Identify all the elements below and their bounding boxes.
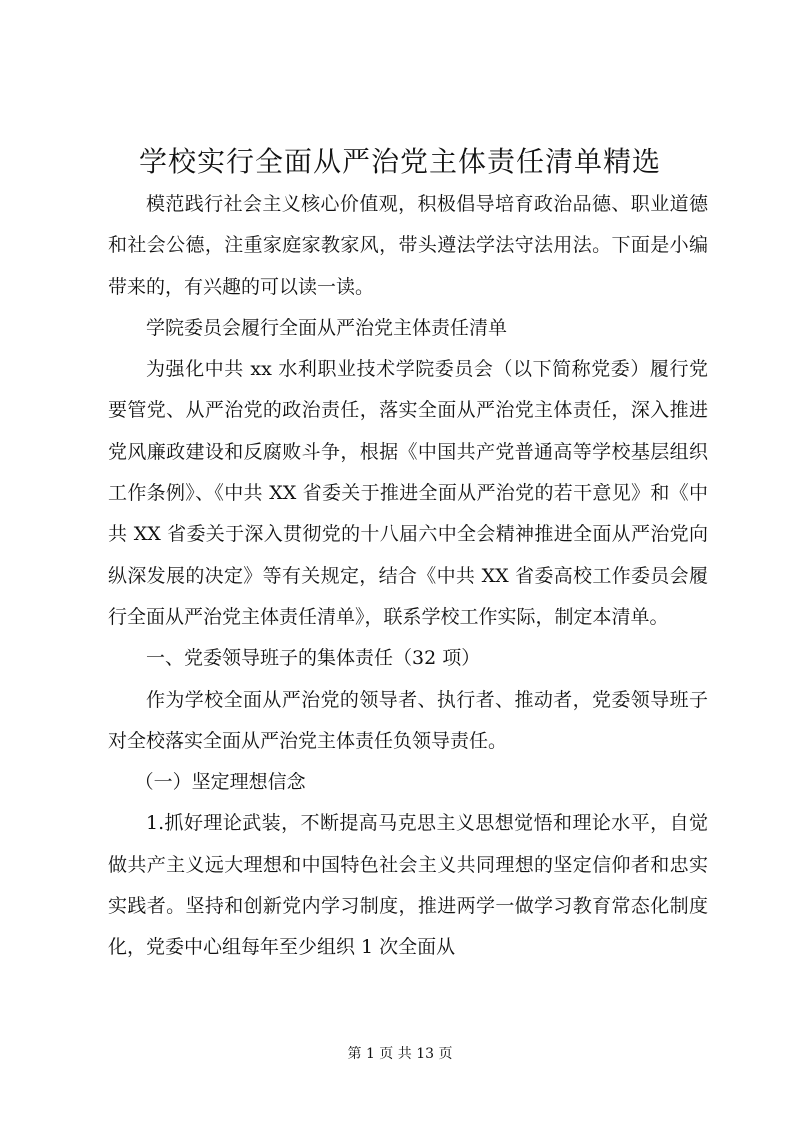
page-indicator: 第 1 页 共 13 页 (347, 1046, 453, 1062)
document-body (108, 184, 708, 969)
body-paragraph: 作为学校全面从严治党的领导者、执行者、推动者，党委领导班子对全校落实全面从严治党主体责任负领导责任。 (108, 688, 708, 752)
document-title: 学校实行全面从严治党主体责任清单精选 (138, 145, 661, 178)
subsection-heading: 一、党委领导班子的集体责任（32 项） (146, 647, 481, 670)
body-paragraph: 1.抓好理论武装，不断提高马克思主义思想觉悟和理论水平，自觉做共产主义远大理想和中国特色社会主义共同理想的坚定信仰者和忠实实践者。坚持和创新党内学习制度，推进两学一做学习教育常态化制度化，党委中心组每年至少组织 1 次全面从 (108, 812, 708, 959)
body-paragraph: 为强化中共 xx 水利职业技术学院委员会（以下简称党委）履行党要管党、从严治党的政治责任，落实全面从严治党主体责任，深入推进党风廉政建设和反腐败斗争，根据《中国共产党普通高等学校基层组织工作条例》、《中共 XX 省委关于推进全面从严治党的若干意见》和《中共 XX 省委关于深入贯彻党的十八届六中全会精神推进全面从严治党向纵深发展的决定》等有关规定，结合《中共 XX 省委高校工作委员会履行全面从严治党主体责任清单》，联系学校工作实际，制定本清单。 (108, 358, 708, 628)
subsection-heading: （一）坚定理想信念 (134, 771, 306, 794)
intro-paragraph: 模范践行社会主义核心价值观，积极倡导培育政治品德、职业道德和社会公德，注重家庭家教家风，带头遵法学法守法用法。下面是小编带来的，有兴趣的可以读一读。 (108, 193, 708, 298)
section-heading: 学院委员会履行全面从严治党主体责任清单 (146, 316, 508, 339)
